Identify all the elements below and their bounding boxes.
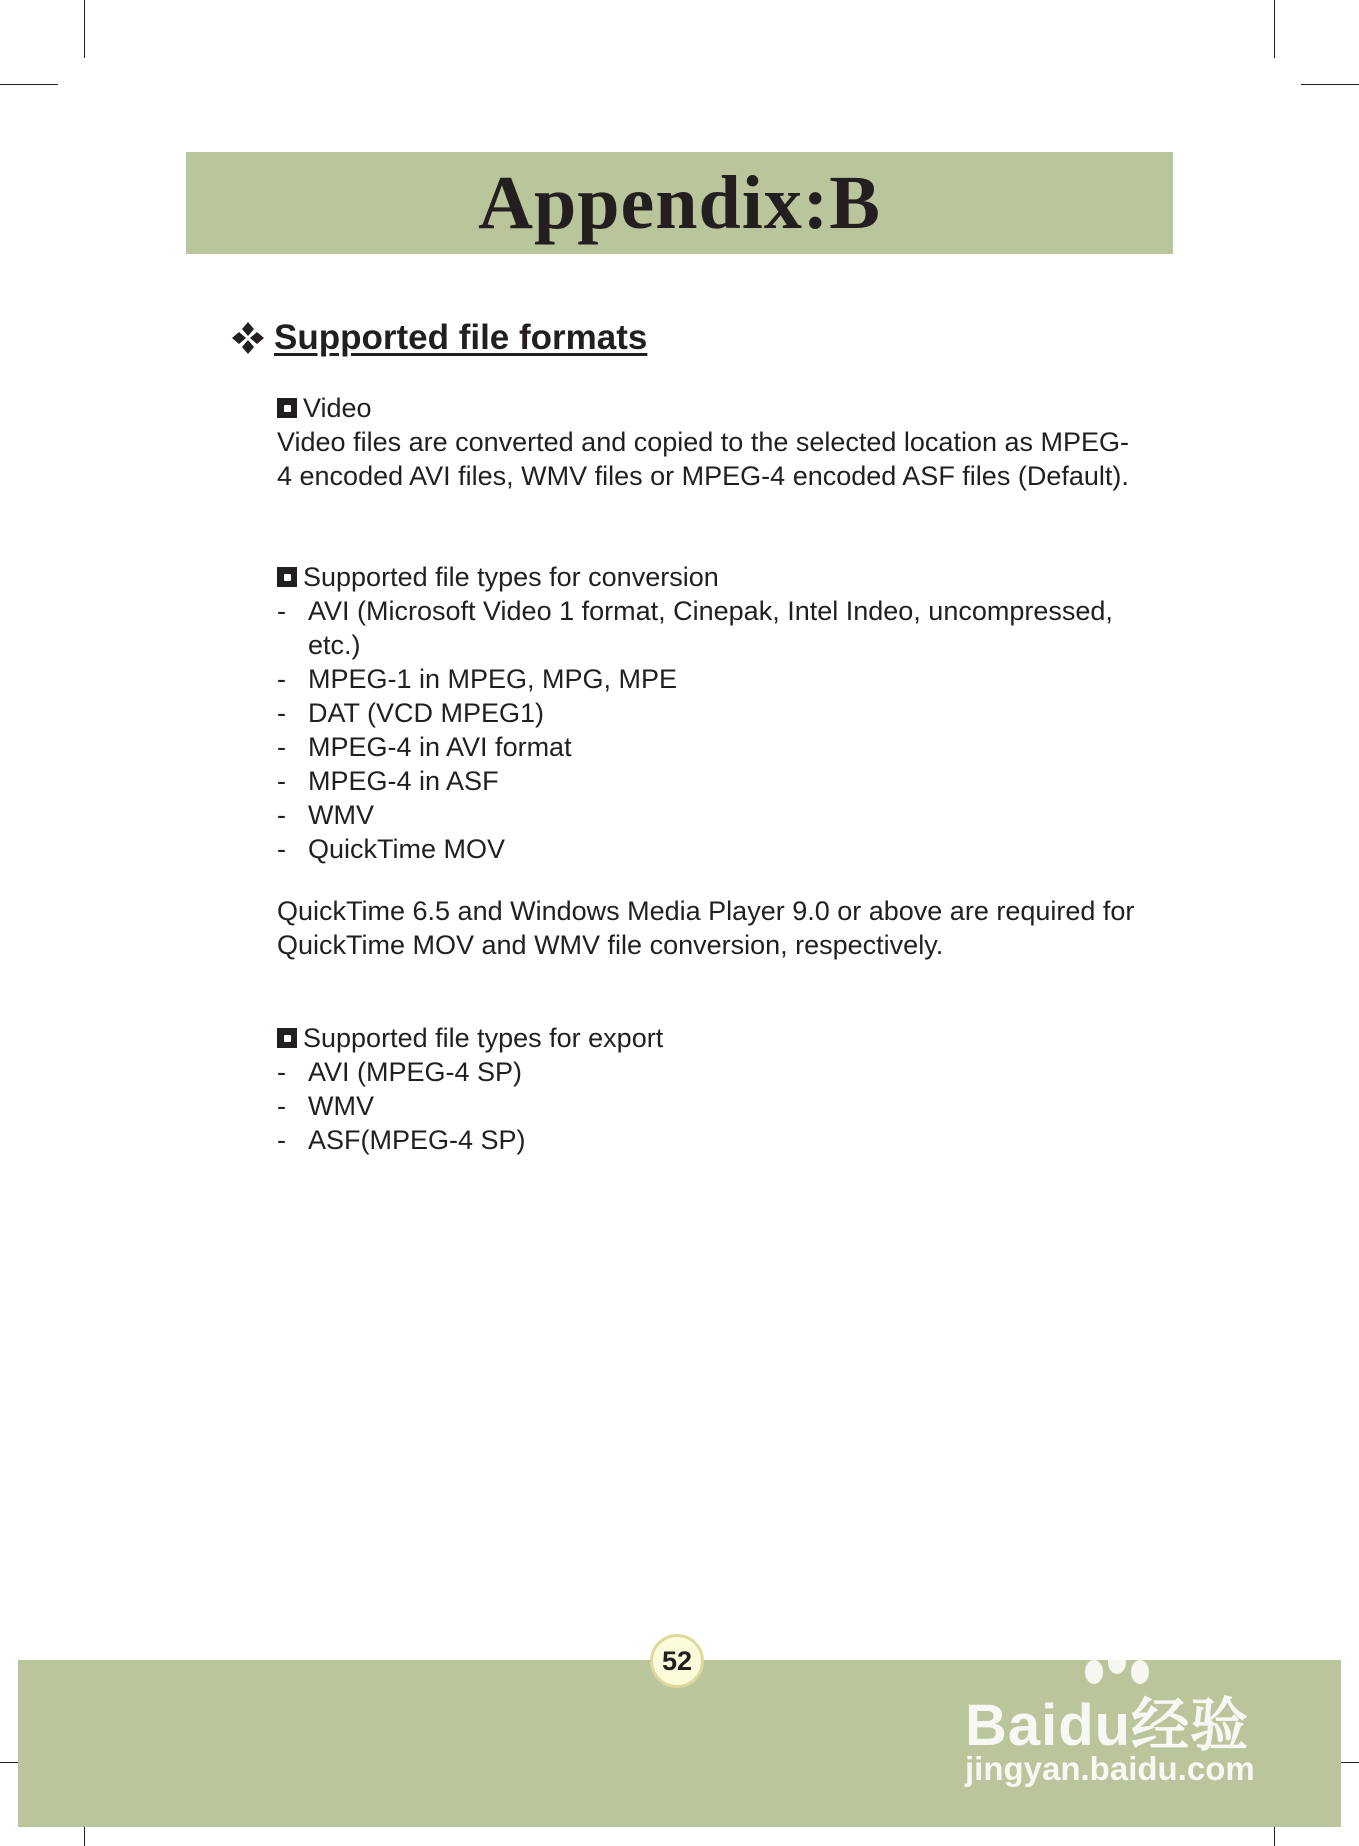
export-heading-label: Supported file types for export (303, 1023, 664, 1053)
four-diamond-icon (230, 320, 266, 356)
list-item (277, 1089, 1177, 1123)
list-item-text: DAT (VCD MPEG1) (308, 698, 545, 728)
list-item-text: AVI (Microsoft Video 1 format, Cinepak, Intel Indeo, uncompressed, (308, 596, 1113, 626)
watermark-url: jingyan.baidu.com (965, 1750, 1255, 1787)
page-title: Appendix:B (478, 160, 881, 245)
section-heading (230, 318, 647, 358)
video-desc-line1: Video files are converted and copied to the selected location as MPEG- (277, 427, 1130, 457)
list-item (277, 1123, 1177, 1157)
title-band (186, 152, 1173, 254)
list-item (277, 764, 1177, 798)
dash-marker: - (277, 834, 286, 864)
dash-marker: - (277, 1057, 286, 1087)
conversion-heading (277, 560, 1177, 594)
list-item (277, 662, 1177, 696)
box-bullet-icon (277, 398, 297, 418)
page-number-badge: 52 (650, 1634, 704, 1688)
conversion-heading-label: Supported file types for conversion (303, 562, 719, 592)
dash-marker: - (277, 1125, 286, 1155)
dash-marker: - (277, 800, 286, 830)
list-item (277, 1055, 1177, 1089)
list-item (277, 798, 1177, 832)
conversion-note-line2: QuickTime MOV and WMV file conversion, respectively. (277, 930, 944, 960)
list-item (277, 594, 1177, 662)
conversion-block (277, 560, 1177, 962)
dash-marker: - (277, 698, 286, 728)
section-title: Supported file formats (274, 318, 648, 357)
list-item (277, 832, 1177, 866)
crop-mark (0, 84, 58, 85)
list-item-text: QuickTime MOV (308, 834, 506, 864)
dash-marker: - (277, 664, 286, 694)
export-heading (277, 1021, 1177, 1055)
list-item-text: ASF(MPEG-4 SP) (308, 1125, 526, 1155)
list-item-text: MPEG-4 in ASF (308, 766, 499, 796)
baidu-watermark (960, 1640, 1280, 1800)
crop-mark (1301, 84, 1359, 85)
list-item (277, 730, 1177, 764)
list-item-text: AVI (MPEG-4 SP) (308, 1057, 523, 1087)
dash-marker: - (277, 766, 286, 796)
dash-marker: - (277, 596, 286, 626)
video-heading (277, 391, 1177, 425)
dash-marker: - (277, 732, 286, 762)
box-bullet-icon (277, 1028, 297, 1048)
list-item-text: WMV (308, 800, 374, 830)
list-item-text: MPEG-1 in MPEG, MPG, MPE (308, 664, 678, 694)
video-block (277, 391, 1177, 493)
list-item (277, 696, 1177, 730)
watermark-brand: Baidu经验 (965, 1693, 1250, 1758)
conversion-note-line1: QuickTime 6.5 and Windows Media Player 9.0 or above are required for (277, 896, 1135, 926)
list-item-text: MPEG-4 in AVI format (308, 732, 572, 762)
crop-mark (84, 0, 85, 58)
video-desc-line2: 4 encoded AVI files, WMV files or MPEG-4 encoded ASF files (Default). (277, 461, 1129, 491)
dash-marker: - (277, 1091, 286, 1121)
list-item-text-cont: etc.) (308, 630, 361, 660)
export-block (277, 1021, 1177, 1157)
box-bullet-icon (277, 567, 297, 587)
video-heading-label: Video (303, 393, 372, 423)
crop-mark (1274, 0, 1275, 58)
conversion-list (277, 594, 1177, 866)
list-item-text: WMV (308, 1091, 374, 1121)
export-list (277, 1055, 1177, 1157)
